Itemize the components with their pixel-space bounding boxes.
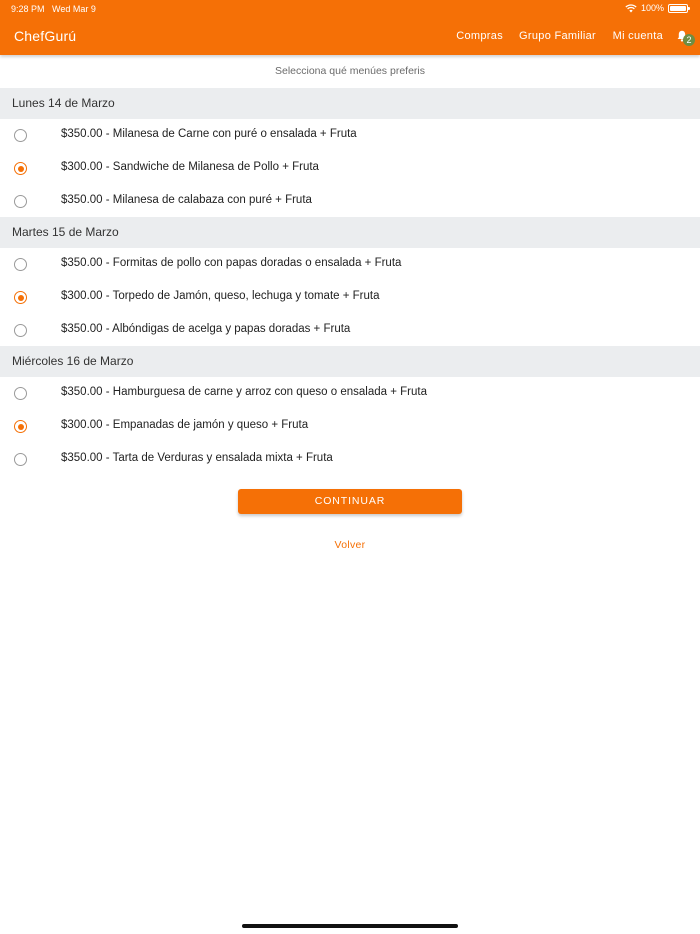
status-date: Wed Mar 9 (52, 4, 96, 14)
radio-button[interactable] (14, 387, 27, 400)
menu-option-label: $350.00 - Hamburguesa de carne y arroz con queso o ensalada + Fruta (61, 386, 427, 398)
menu-option[interactable] (0, 377, 700, 410)
menu-option-label: $300.00 - Torpedo de Jamón, queso, lechuga y tomate + Fruta (61, 290, 380, 302)
menu-option-label: $350.00 - Milanesa de Carne con puré o ensalada + Fruta (61, 128, 357, 140)
nav-grupo-familiar[interactable]: Grupo Familiar (519, 30, 596, 42)
wifi-icon (625, 4, 637, 13)
menu-option[interactable] (0, 314, 700, 347)
radio-button[interactable] (14, 195, 27, 208)
menu-option[interactable] (0, 152, 700, 185)
menu-option[interactable] (0, 410, 700, 443)
status-time: 9:28 PM (11, 4, 45, 14)
continue-button[interactable]: CONTINUAR (238, 489, 462, 514)
menu-option-label: $350.00 - Tarta de Verduras y ensalada mixta + Fruta (61, 452, 333, 464)
status-indicators (625, 3, 688, 13)
radio-button[interactable] (14, 453, 27, 466)
radio-button-selected[interactable] (14, 420, 27, 433)
menu-option-label: $350.00 - Formitas de pollo con papas doradas o ensalada + Fruta (61, 257, 402, 269)
radio-button[interactable] (14, 258, 27, 271)
nav-compras[interactable]: Compras (456, 30, 503, 42)
day-header: Miércoles 16 de Marzo (0, 346, 700, 377)
menu-option-label: $350.00 - Milanesa de calabaza con puré + Fruta (61, 194, 312, 206)
notifications-button[interactable] (677, 29, 695, 45)
home-indicator (242, 924, 458, 928)
battery-icon (668, 4, 688, 13)
radio-button[interactable] (14, 129, 27, 142)
day-header: Martes 15 de Marzo (0, 217, 700, 248)
battery-percent: 100% (640, 3, 664, 13)
radio-button[interactable] (14, 324, 27, 337)
menu-option[interactable] (0, 185, 700, 218)
menu-option-label: $350.00 - Albóndigas de acelga y papas doradas + Fruta (61, 323, 351, 335)
status-bar (0, 0, 700, 18)
notification-badge: 2 (683, 34, 695, 46)
menu-option[interactable] (0, 119, 700, 152)
menu-option-label: $300.00 - Sandwiche de Milanesa de Pollo + Fruta (61, 161, 319, 173)
menu-option[interactable] (0, 281, 700, 314)
brand-logo[interactable]: ChefGurú (14, 28, 77, 44)
day-header: Lunes 14 de Marzo (0, 88, 700, 119)
page-subtitle: Selecciona qué menúes preferis (274, 65, 425, 77)
radio-button-selected[interactable] (14, 162, 27, 175)
menu-option[interactable] (0, 443, 700, 476)
menu-option[interactable] (0, 248, 700, 281)
nav-mi-cuenta[interactable]: Mi cuenta (612, 30, 663, 42)
menu-option-label: $300.00 - Empanadas de jamón y queso + Fruta (61, 419, 309, 431)
back-link[interactable]: Volver (334, 539, 366, 551)
app-header (0, 0, 700, 55)
radio-button-selected[interactable] (14, 291, 27, 304)
